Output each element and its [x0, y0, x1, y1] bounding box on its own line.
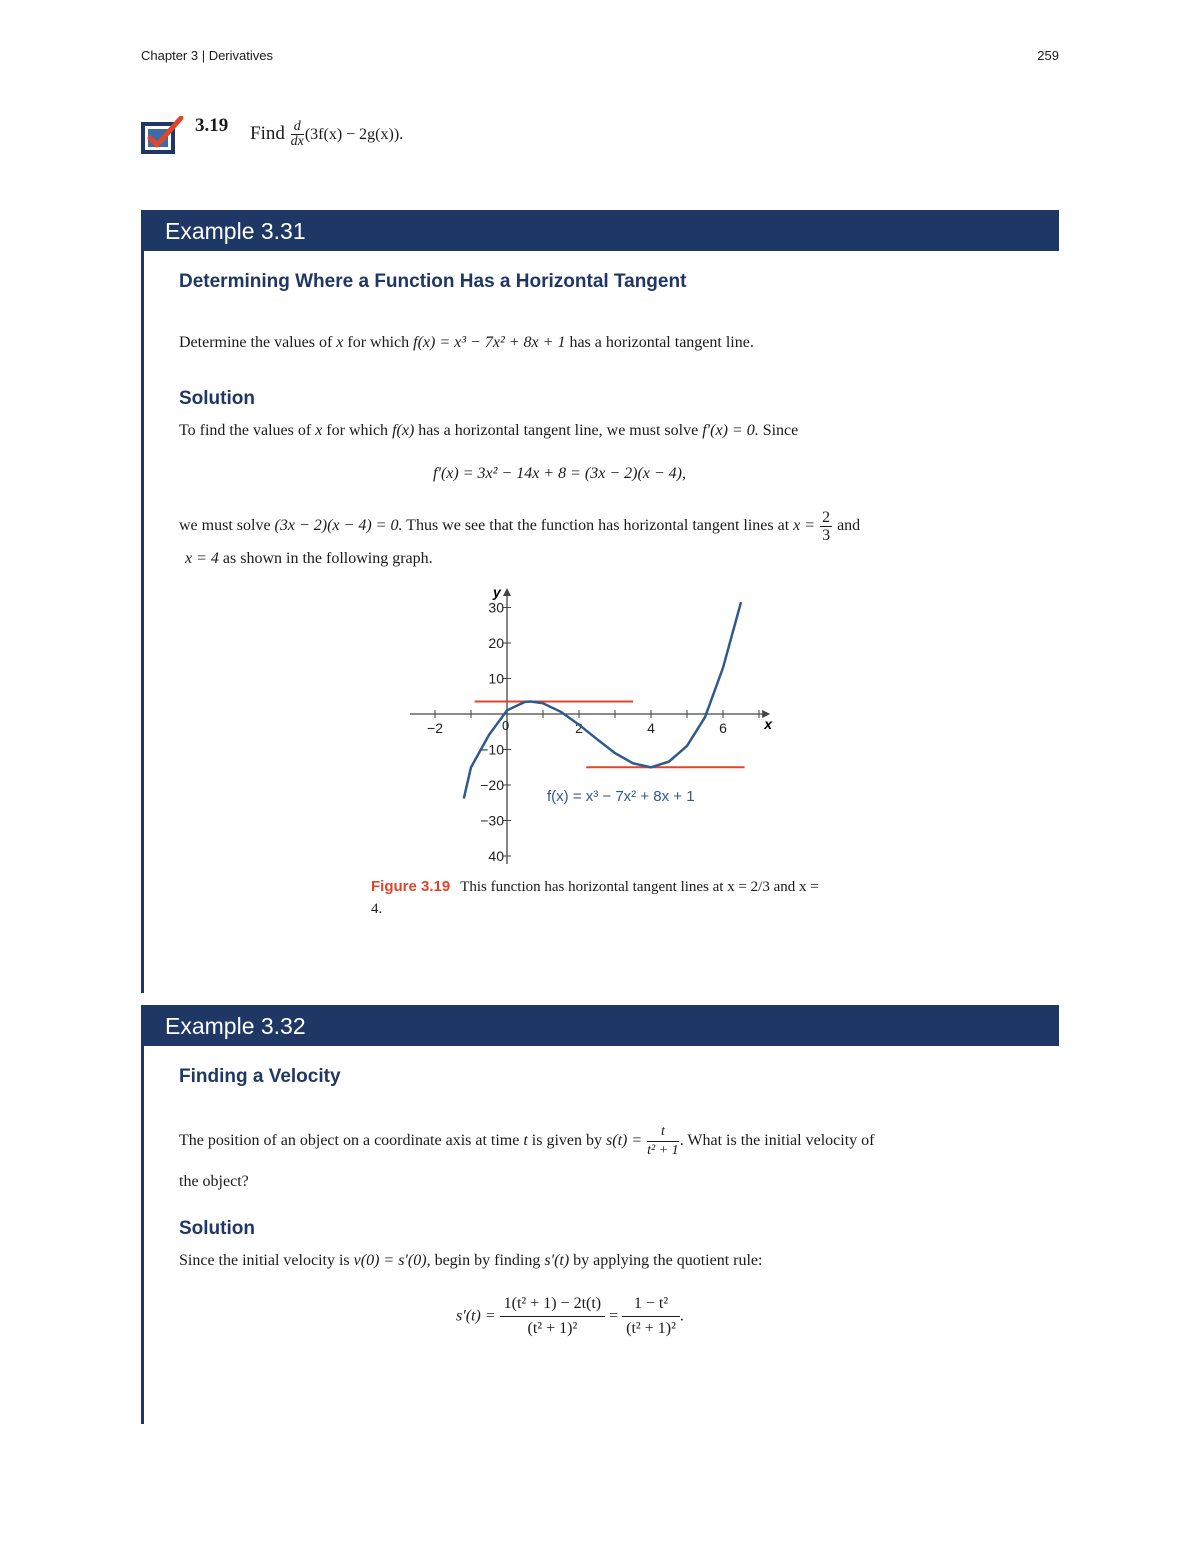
solution-paragraph-3: x = 4 as shown in the following graph. [185, 550, 433, 567]
y-tick-label: −30 [480, 812, 504, 829]
solution-paragraph-2: we must solve (3x − 2)(x − 4) = 0. Thus we see that the function has horizontal tangent lines at x = $\frac{2}{3}$ and [179, 509, 861, 544]
x-tick-label: −2 [427, 720, 443, 736]
figure-caption-text: This function has horizontal tangent lines at x = 2/3 and x = 4. [371, 879, 819, 917]
origin-label: 0 [502, 718, 510, 733]
x-axis-label: x [764, 716, 772, 732]
x-tick-label: 6 [719, 720, 727, 736]
y-axis-arrow [503, 588, 511, 596]
example-heading: Determining Where a Function Has a Horizontal Tangent [179, 271, 687, 292]
example-3-32-rule [141, 1046, 144, 1424]
position-fraction: $\frac{t}{\text{t² + 1}}$ [647, 1124, 679, 1158]
problem-statement-cont: the object? [179, 1173, 249, 1190]
x-tick-label: 2 [575, 720, 583, 736]
function-graph [410, 580, 800, 875]
y-tick-label: −10 [480, 741, 504, 758]
figure-label: Figure 3.19 [371, 878, 451, 895]
tangent-lines [475, 702, 745, 768]
example-3-32-bar [141, 1005, 1059, 1046]
x-tick-label: 4 [647, 720, 655, 736]
y-tick-label: 10 [488, 670, 504, 687]
y-tick-label: 40 [488, 848, 504, 864]
y-tick-label: 20 [488, 635, 504, 651]
quotient-fraction-1: $\frac{\text{1(t² + 1) − 2t(t)}}{\text{(t² + 1)²}}$ [500, 1292, 606, 1341]
axes [410, 588, 770, 864]
solution-heading: Solution [179, 388, 255, 409]
solution-heading: Solution [179, 1218, 255, 1239]
y-tick-label: −20 [480, 777, 504, 793]
function-curve [464, 599, 741, 798]
example-title: Example 3.32 [165, 1013, 306, 1039]
figure-caption [371, 876, 831, 920]
two-thirds-fraction: $\frac{2}{3}$ [822, 509, 831, 544]
solution-paragraph-1: To find the values of x for which f(x) has a horizontal tangent line, we must solve f′(x) = 0. Since [179, 422, 799, 439]
running-head: Chapter 3 | Derivatives [141, 48, 273, 63]
example-heading: Finding a Velocity [179, 1066, 341, 1087]
exercise-number: 3.19 [195, 115, 229, 136]
exercise-verb: Find [250, 122, 285, 144]
quotient-rule-equation: s′(t) = $\frac{\text{1(t² + 1) − 2t(t)}}{\text{(t² + 1)²}}$ = $\frac{\text{1 − t²}}{\text{(t² + 1)²}}$ . [456, 1292, 684, 1341]
exercise-prompt [250, 120, 403, 149]
derivative-equation: f′(x) = 3x² − 14x + 8 = (3x − 2)(x − 4), [433, 465, 686, 482]
problem-statement: The position of an object on a coordinate axis at time t is given by s(t) = $\frac{t}{\text{t² + 1}}$ . What is the initial velocity of [179, 1124, 875, 1158]
tick-labels [427, 600, 727, 865]
example-3-31-rule [141, 251, 144, 993]
checkpoint-icon [141, 116, 185, 161]
y-tick-label: 30 [488, 599, 504, 616]
example-3-31-bar [141, 210, 1059, 251]
quotient-fraction-2: $\frac{\text{1 − t²}}{\text{(t² + 1)²}}$ [622, 1292, 680, 1341]
function-label: f(x) = x³ − 7x² + 8x + 1 [547, 788, 695, 805]
solution-paragraph: Since the initial velocity is v(0) = s′(0), begin by finding s′(t) by applying the quotient rule: [179, 1252, 763, 1269]
problem-statement: Determine the values of x for which f(x) = x³ − 7x² + 8x + 1 has a horizontal tangent line. [179, 334, 754, 351]
example-title: Example 3.31 [165, 218, 306, 244]
page-number: 259 [1037, 48, 1059, 63]
y-axis-label: y [493, 583, 501, 600]
derivative-operator: $\frac{d}{dx}$ [290, 119, 304, 149]
exercise-expression: (3f(x) − 2g(x)). [304, 125, 404, 143]
